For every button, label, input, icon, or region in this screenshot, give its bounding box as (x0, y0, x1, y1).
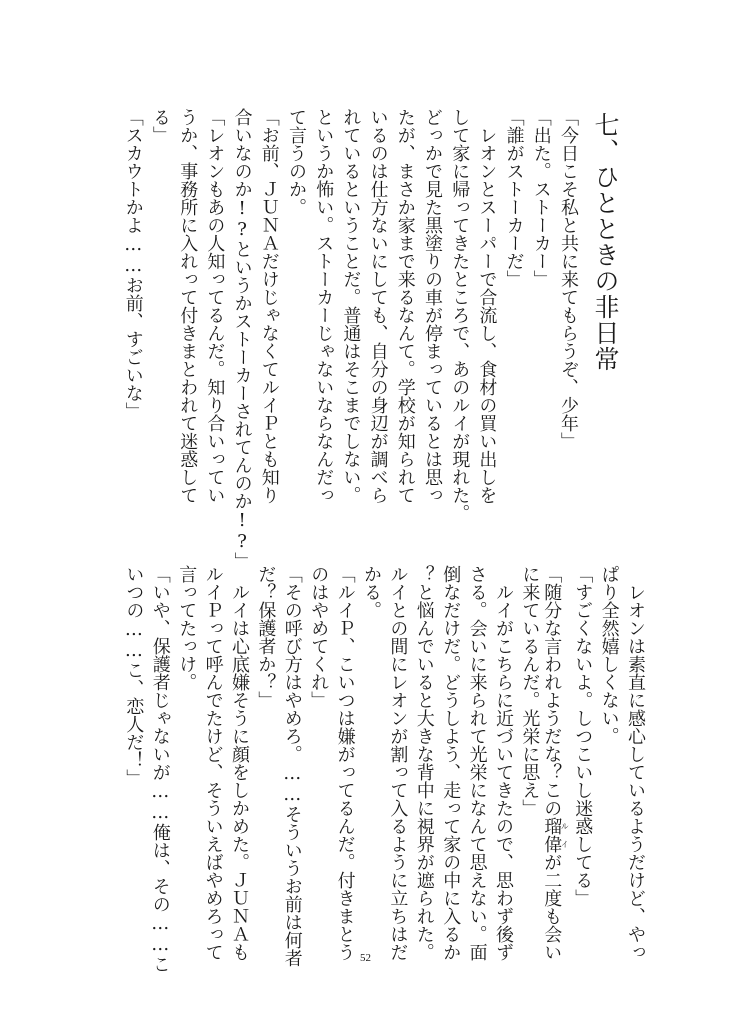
text-column: どっかで見た黒塗りの車が停まっているとは思っ (422, 108, 443, 504)
text-column: 「ルイＰ、こいつは嫌がってるんだ。付きまとう (334, 565, 356, 961)
ruby-base: 瑠偉 (541, 817, 563, 853)
ruby-reading: ルイ (560, 817, 570, 853)
text-column: かる。 (361, 565, 382, 619)
text-column: さる。会いに来られて光栄になんて思えない。面 (466, 565, 488, 961)
text-column: レオンは素直に感心しているようだけど、やっ (625, 565, 646, 961)
text-column: 「レオンもあの人知ってるんだ。知り合いってい (204, 108, 226, 504)
text-column: 言ってたっけ。 (176, 565, 198, 691)
text-column: ルイがこちらに近づいてきたので、思わず後ず (493, 565, 514, 961)
text-segment: が二度も会い (541, 853, 563, 961)
text-column: だ？保護者か？」 (255, 565, 277, 709)
text-column: れているということだ。普通はそこまでしない。 (340, 108, 362, 504)
text-column: ルイＰって呼んでたけど、そういえばやめろって (202, 565, 224, 961)
text-column: に来ているんだ。光栄に思え」 (519, 565, 541, 817)
text-column: いるのは仕方ないにしても、自分の身辺が調べら (367, 108, 389, 504)
text-column: 「スカウトかよ……お前、すごいな」 (122, 108, 144, 420)
chapter-title: 七、ひとときの非日常 (591, 112, 620, 372)
text-column: 「今日こそ私と共に来てもらうぞ、少年」 (558, 108, 579, 450)
ruby-word (541, 817, 570, 853)
text-column: る」 (150, 108, 171, 144)
text-column: 倒なだけだ。どうしよう、走って家の中に入るか (440, 565, 462, 961)
text-column: 「出た。ストーカー」 (530, 108, 552, 288)
page-number: 52 (360, 952, 371, 964)
text-column: 「その呼び方はやめろ。……そういうお前は何者 (281, 565, 303, 967)
text-column: ぱり全然嬉しくない。 (598, 565, 620, 745)
text-column: いつの……こ、恋人だ！」 (123, 565, 145, 787)
text-column (543, 565, 569, 961)
text-column: 「すごくないよ。しつこいし迷惑してる」 (572, 565, 594, 907)
text-column: て言うのか。 (286, 108, 307, 216)
text-column: して家に帰ってきたところで、あのルイが現れた。 (449, 108, 471, 522)
text-column: レオンとスーパーで合流し、食材の買い出しを (476, 108, 498, 504)
text-column: ルイとの間にレオンが割って入るように立ちはだ (387, 565, 409, 961)
text-column: 「いや、保護者じゃないが……俺は、その……こ (149, 565, 171, 973)
text-column: のはやめてくれ」 (308, 565, 330, 709)
text-column: というか怖い。ストーカーじゃないならなんだっ (313, 108, 335, 504)
text-column: 合いなのか!?というかストーカーされてんのか!?」 (231, 108, 253, 570)
text-column: ？と悩んでいると大きな背中に視界が遮られた。 (413, 565, 435, 961)
text-column: たが、まさか家まで来るなんて。学校が知られて (394, 108, 416, 504)
text-column: 「誰がストーカーだ」 (503, 108, 525, 288)
text-segment: 「随分な言われようだな？この (541, 565, 563, 817)
text-column: ルイは心底嫌そうに顔をしかめた。ＪＵＮＡも (229, 565, 250, 961)
text-column: うか、事務所に入れって付きまとわれて迷惑して (177, 108, 199, 504)
text-column: 「お前、ＪＵＮＡだけじゃなくてルイＰとも知り (258, 108, 280, 504)
